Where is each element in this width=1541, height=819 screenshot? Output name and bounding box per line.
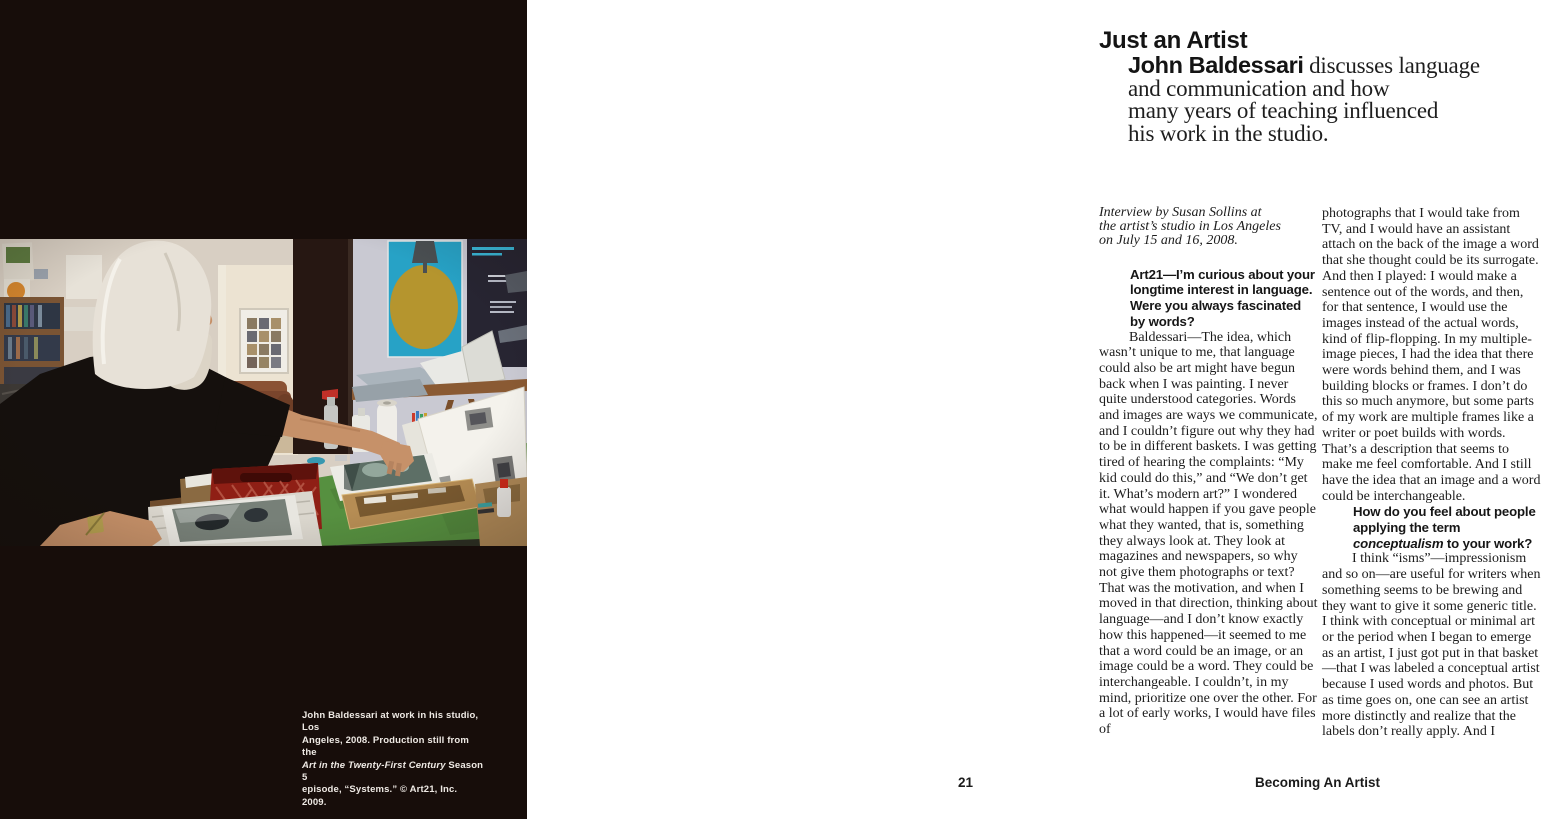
interview-intro [1099, 206, 1299, 248]
text-segment: photographs that I would take from TV, and I would have an assistant attach on the back of the image a word that she thought could be its surrogate. And then I played: I would make a sentence out of the words, and then, for that sentence, I would use the images instead of the actual words, kind of flip-flopping. In my multiple-image pieces, I had the idea that there were words behind them, and I was building blocks or frames. I don’t do this so much anymore, but some parts of my work are multiple frames like a writer or poet builds with words. That’s a description that seems to make me feel comfortable. And I still have the idea that an image and a word could be interchangeable. [1322, 206, 1541, 504]
page-number: 21 [957, 775, 973, 790]
text-line [1128, 54, 1529, 78]
text-line [1099, 220, 1299, 234]
text-segment: his work in the studio. [1128, 120, 1329, 146]
text-column-2 [1322, 206, 1541, 740]
text-segment: Interview by Susan Sollins at [1099, 205, 1262, 220]
text-segment: Art21—I’m curious about your longtime interest in language. Were you always fascinated by words? [1130, 266, 1315, 329]
photo-caption [302, 710, 484, 809]
text-line [302, 784, 484, 809]
text-segment: episode, “Systems.” © Art21, Inc. 2009. [302, 784, 458, 808]
text-segment: John Baldessari [1128, 52, 1304, 78]
text-segment: Art in the Twenty-First Century [302, 759, 446, 771]
text-segment: conceptualism [1353, 535, 1444, 551]
studio-photo-illustration [0, 239, 527, 546]
text-segment: discusses language [1303, 53, 1480, 78]
text-segment: Season 5 [302, 759, 484, 784]
text-column-1 [1099, 206, 1318, 738]
text-segment: many years of teaching influenced [1128, 98, 1439, 124]
footer-section-label: Becoming An Artist [1254, 775, 1380, 790]
text-segment: and communication and how [1128, 75, 1390, 101]
title-kicker: Just an Artist [1099, 27, 1248, 54]
text-segment: on July 15 and 16, 2008. [1099, 232, 1238, 248]
text-segment: to your work? [1443, 535, 1533, 551]
interview-question [1130, 267, 1318, 330]
text-line [302, 735, 484, 760]
interview-answer [1099, 330, 1318, 738]
studio-photo [0, 239, 527, 546]
left-page [0, 0, 527, 819]
text-line [1099, 206, 1299, 220]
text-line [1128, 120, 1529, 146]
text-segment: Baldessari—The idea, which wasn’t unique to me, that language could also be art might have begun back when I was painting. I never quite understood categories. Words and images are ways we communicate, and I couldn’t figure out why they had to be in different baskets. I was getting tired of hearing the complaints: “My kid could do this,” and “We don’t get it. What’s modern art?” I wondered what would happen if you gave people what they wanted, that is, something they always look at. They look at magazines and newspapers, so why not give them photographs or text? That was the motivation, and when I moved in that direction, thinking about language—and I don’t know exactly how this happened—it seemed to me that a word could be an image, or an image could be a word. They could be interchangeable. I couldn’t, in my mind, prioritize one over the other. For a lot of early works, I would have files of [1099, 329, 1318, 738]
right-page [527, 0, 1541, 819]
text-segment: John Baldessari at work in his studio, Los [302, 710, 479, 734]
interview-question [1353, 504, 1541, 551]
interview-answer [1322, 206, 1541, 504]
text-segment: Angeles, 2008. Production still from the [302, 734, 469, 759]
text-segment: How do you feel about people applying the term [1353, 504, 1536, 536]
title-dek [1128, 54, 1529, 145]
text-line [1128, 75, 1529, 101]
text-segment: the artist’s studio in Los Angeles [1099, 218, 1281, 234]
text-line [302, 760, 484, 785]
text-line [1099, 234, 1299, 248]
text-segment: I think “isms”—impressionism and so on—are useful for writers when something seems to be brewing and they want to give it some generic title. I think with conceptual or minimal art or the period when I began to emerge as an artist, I just got put in that basket—that I was labeled a conceptual artist because I used words and photos. But as time goes on, one can see an artist more distinctly and realize that the labels don’t really apply. And I [1322, 551, 1541, 740]
article-title [1099, 27, 1529, 145]
text-line [302, 710, 484, 735]
text-line [1128, 100, 1529, 123]
interview-answer [1322, 551, 1541, 739]
